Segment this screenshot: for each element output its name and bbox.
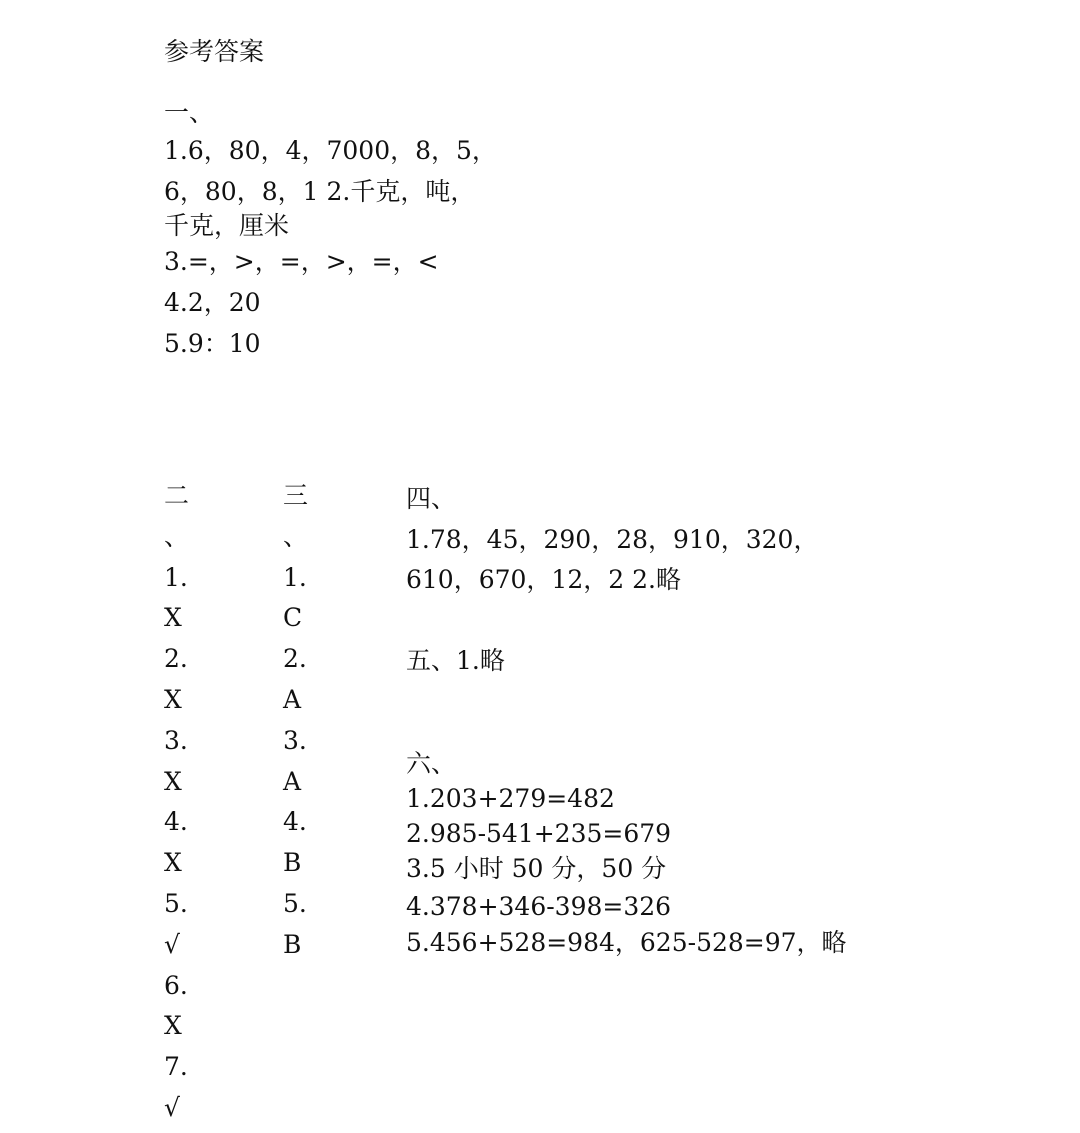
section-2-line: 4. bbox=[164, 807, 188, 837]
page-title: 参考答案 bbox=[164, 37, 265, 66]
section-2-line: 3. bbox=[164, 725, 188, 755]
section-1-line: 6，80，8，1 2.千克，吨， bbox=[164, 177, 476, 206]
section-3-line: 3. bbox=[283, 725, 307, 755]
section-6-line: 2.985-541+235=679 bbox=[406, 819, 672, 848]
section-2-line: 6. bbox=[164, 970, 188, 1000]
section-4-heading: 四、 bbox=[406, 484, 457, 513]
section-1-heading: 一、 bbox=[164, 98, 215, 127]
section-1-line: 1.6，80，4，7000，8，5， bbox=[164, 136, 497, 165]
section-2-line: √ bbox=[164, 1092, 180, 1122]
section-3-line: 4. bbox=[283, 807, 307, 837]
section-3-line: B bbox=[283, 848, 302, 878]
section-2-line: 7. bbox=[164, 1052, 188, 1082]
section-1-line: 3.=，>，=，>，=，< bbox=[164, 247, 439, 276]
section-3-line: 5. bbox=[283, 888, 307, 918]
section-2-line: 、 bbox=[164, 521, 190, 551]
section-3-line: C bbox=[283, 603, 303, 633]
section-4-line: 610，670，12，2 2.略 bbox=[406, 565, 681, 594]
section-2-line: 二 bbox=[164, 481, 190, 510]
section-3-column bbox=[283, 480, 308, 970]
section-2-line: 2. bbox=[164, 644, 188, 674]
section-2-column bbox=[164, 480, 189, 1133]
section-3-line: 三 bbox=[283, 481, 309, 510]
section-3-line: 、 bbox=[283, 521, 309, 551]
section-2-line: X bbox=[164, 684, 182, 714]
section-3-line: 1. bbox=[283, 562, 307, 592]
section-4-line: 1.78，45，290，28，910，320， bbox=[406, 525, 819, 554]
section-3-line: A bbox=[283, 766, 302, 796]
section-2-line: X bbox=[164, 766, 182, 796]
section-3-line: B bbox=[283, 929, 302, 959]
section-3-line: A bbox=[283, 684, 302, 714]
section-2-line: X bbox=[164, 848, 182, 878]
section-6-line: 4.378+346-398=326 bbox=[406, 892, 672, 921]
section-3-line: 2. bbox=[283, 644, 307, 674]
section-6-line: 3.5 小时 50 分，50 分 bbox=[406, 854, 667, 883]
section-6-line: 5.456+528=984，625-528=97，略 bbox=[406, 928, 847, 957]
section-2-line: √ bbox=[164, 929, 180, 959]
section-2-line: 1. bbox=[164, 562, 188, 592]
section-1-line: 5.9：10 bbox=[164, 329, 261, 358]
section-2-line: X bbox=[164, 1011, 182, 1041]
section-1-line: 千克，厘米 bbox=[164, 211, 290, 240]
section-2-line: X bbox=[164, 603, 182, 633]
section-6-line: 1.203+279=482 bbox=[406, 784, 615, 813]
section-1-line: 4.2，20 bbox=[164, 288, 261, 317]
section-5-heading: 五、1.略 bbox=[406, 646, 505, 675]
section-6-heading: 六、 bbox=[406, 749, 457, 778]
section-2-line: 5. bbox=[164, 888, 188, 918]
